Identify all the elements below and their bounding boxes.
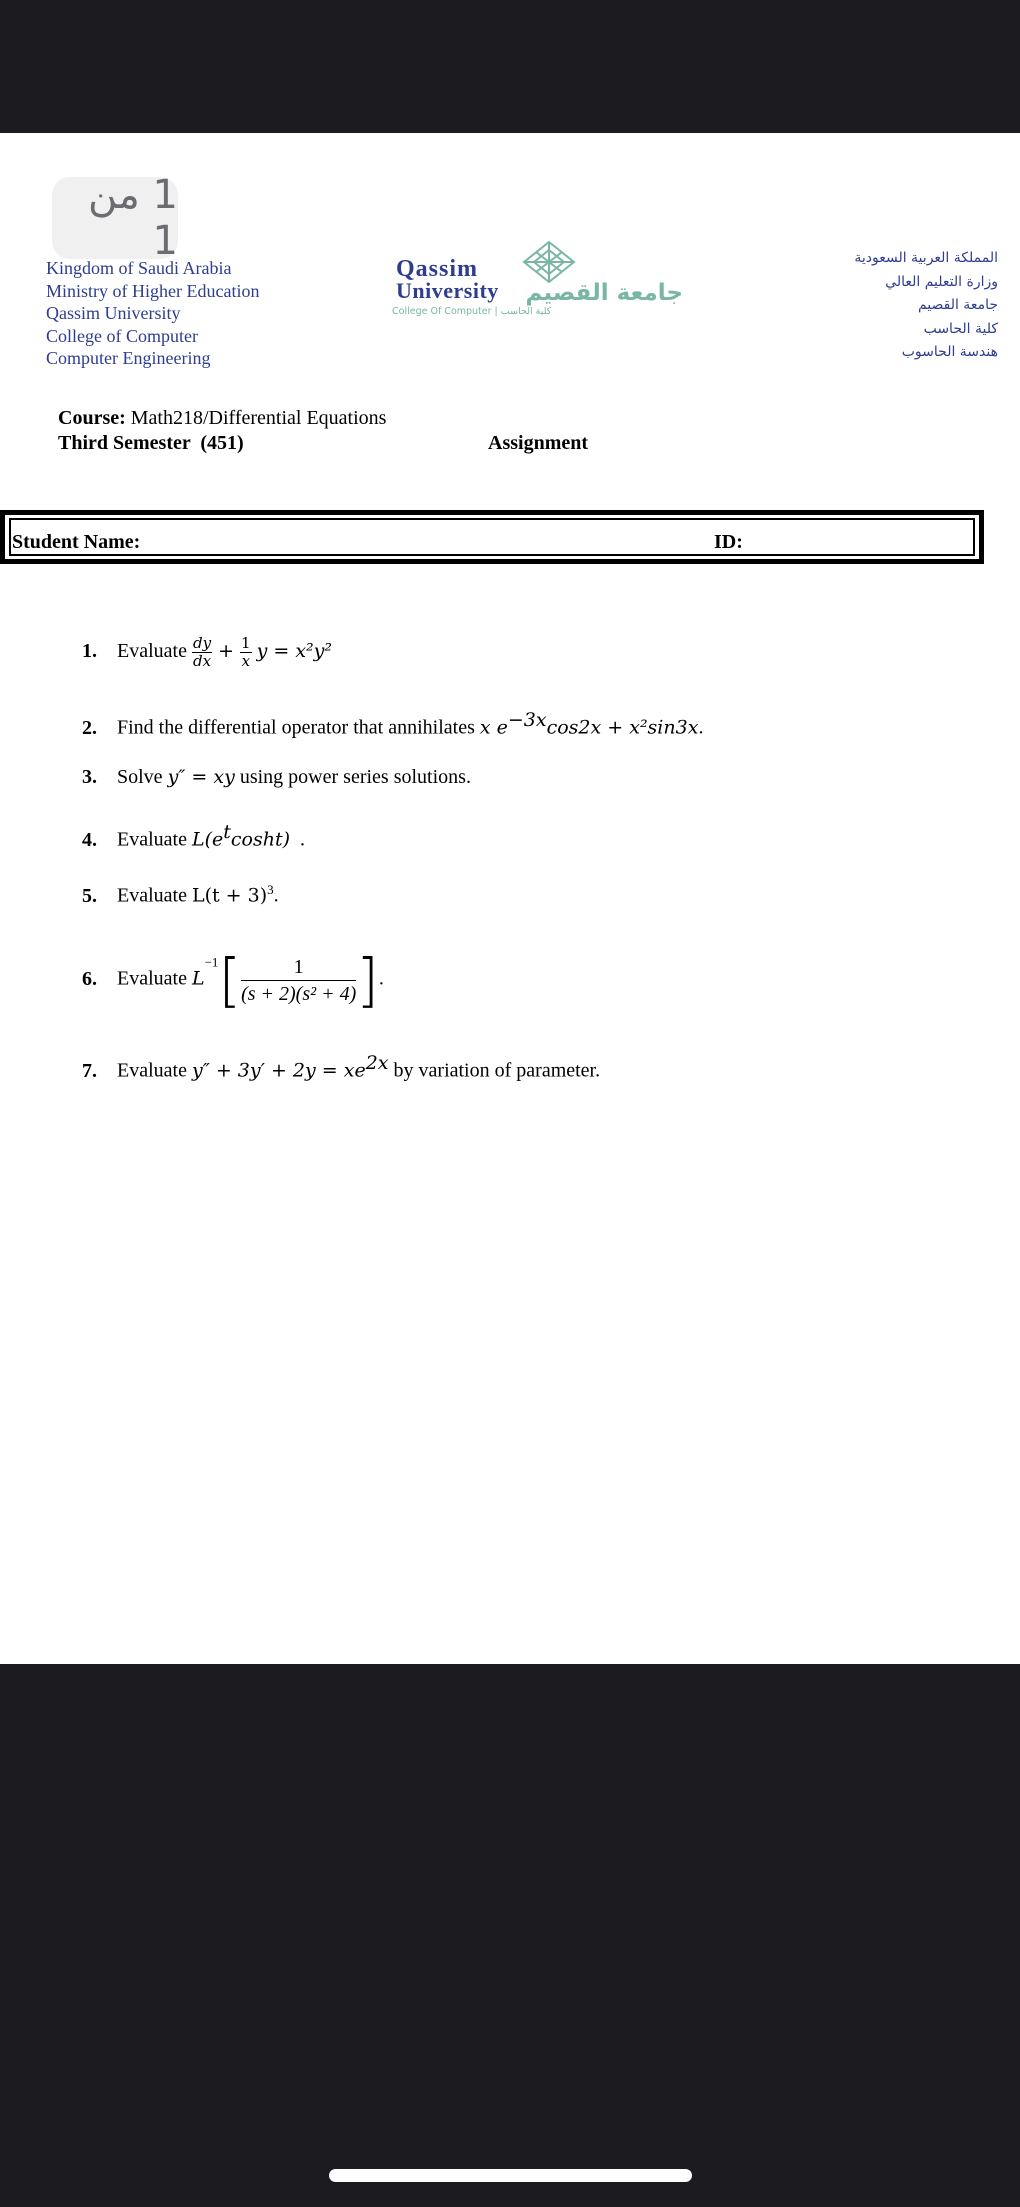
logo-subtitle-en: College Of Computer | bbox=[392, 306, 498, 317]
header-left-line: Kingdom of Saudi Arabia bbox=[46, 258, 232, 278]
document-page bbox=[0, 133, 1020, 1664]
equation-rest: y = x²y² bbox=[256, 640, 333, 663]
inverse-laplace-fraction: $\frac{1}{\text{(s + 2)(s² + 4)}}$ bbox=[241, 955, 357, 1005]
document-type: Assignment bbox=[488, 432, 589, 454]
question-number: 1. bbox=[82, 640, 97, 663]
question-number: 3. bbox=[82, 766, 97, 788]
question-6: 6. Evaluate $L^{-1}$[ $\frac{1}{\text{(s + 2)(s² + 4)}}$ ]. bbox=[82, 946, 384, 1014]
logo-line-2: University bbox=[396, 278, 499, 303]
question-number: 4. bbox=[82, 828, 97, 851]
university-logo bbox=[390, 238, 690, 318]
logo-subtitle-ar: كلية الحاسب bbox=[500, 306, 552, 317]
question-number: 6. bbox=[82, 967, 97, 990]
left-bracket: [ bbox=[218, 946, 242, 1014]
header-right-ar bbox=[778, 247, 998, 365]
question-7: 7. Evaluate $y'' + 3y' + 2y = xe^{2x}$ by variation of parameter. bbox=[82, 1052, 601, 1082]
semester: Third Semester (451) bbox=[58, 432, 244, 454]
course-label: Course: bbox=[58, 407, 126, 429]
header-left-en bbox=[46, 257, 259, 370]
header-left-line: Computer Engineering bbox=[46, 348, 211, 368]
student-name-label: Student Name: bbox=[12, 531, 141, 553]
header-left-line: Ministry of Higher Education bbox=[46, 280, 260, 301]
logo-line-1: Qassim bbox=[396, 256, 479, 282]
question-text: Solve bbox=[117, 766, 168, 788]
student-info-box bbox=[0, 510, 984, 564]
header-right-line: المملكة العربية السعودية bbox=[854, 250, 998, 266]
question-number: 5. bbox=[82, 884, 97, 907]
question-1: 1. Evaluate $\frac{dy}{dx}$ + $\frac{1}{x}$ y = x²y² bbox=[82, 634, 333, 670]
question-2: 2. Find the differential operator that annihilates x $e^{-3x}\cos 2x + x^2\sin 3x$. bbox=[82, 709, 704, 739]
right-bracket: ] bbox=[356, 946, 379, 1014]
header-left-line: College of Computer bbox=[46, 325, 198, 346]
fraction-dy-dx: $\frac{dy}{dx}$ bbox=[192, 634, 212, 670]
course-info bbox=[58, 406, 386, 456]
question-5: 5. Evaluate $L(t + 3)^3$. bbox=[82, 882, 279, 907]
question-text: Find the differential operator that annihilates bbox=[117, 716, 480, 739]
header-right-line: هندسة الحاسوب bbox=[901, 344, 998, 360]
logo-arabic-name: جامعة القصيم bbox=[525, 280, 683, 306]
question-verb: Evaluate bbox=[117, 828, 192, 851]
question-4: 4. Evaluate $L(e^t\cosh t)$ . bbox=[82, 821, 306, 851]
logo-subtitle bbox=[392, 306, 551, 317]
question-verb: Evaluate bbox=[117, 884, 192, 907]
question-verb: Evaluate bbox=[117, 640, 187, 663]
header-left-line: Qassim University bbox=[46, 303, 181, 323]
logo-english-name bbox=[396, 258, 499, 302]
header-right-line: وزارة التعليم العالي bbox=[885, 273, 998, 290]
page-indicator: 1 من 1 bbox=[52, 177, 178, 259]
question-3: 3. Solve y″ = xy using power series solutions. bbox=[82, 766, 471, 788]
question-verb: Evaluate bbox=[117, 1059, 192, 1082]
question-number: 2. bbox=[82, 716, 97, 739]
student-id-label: ID: bbox=[714, 531, 743, 553]
header-right-line: كلية الحاسب bbox=[923, 320, 998, 337]
course-value: Math218/Differential Equations bbox=[125, 407, 387, 429]
bottom-dark-band bbox=[0, 1664, 1020, 2207]
fraction-1-x: $\frac{1}{x}$ bbox=[241, 634, 251, 670]
home-indicator[interactable] bbox=[329, 2169, 692, 2182]
question-verb: Evaluate bbox=[117, 967, 192, 990]
question-number: 7. bbox=[82, 1059, 97, 1082]
top-dark-band bbox=[0, 0, 1020, 133]
header-right-line: جامعة القصيم bbox=[917, 297, 998, 313]
